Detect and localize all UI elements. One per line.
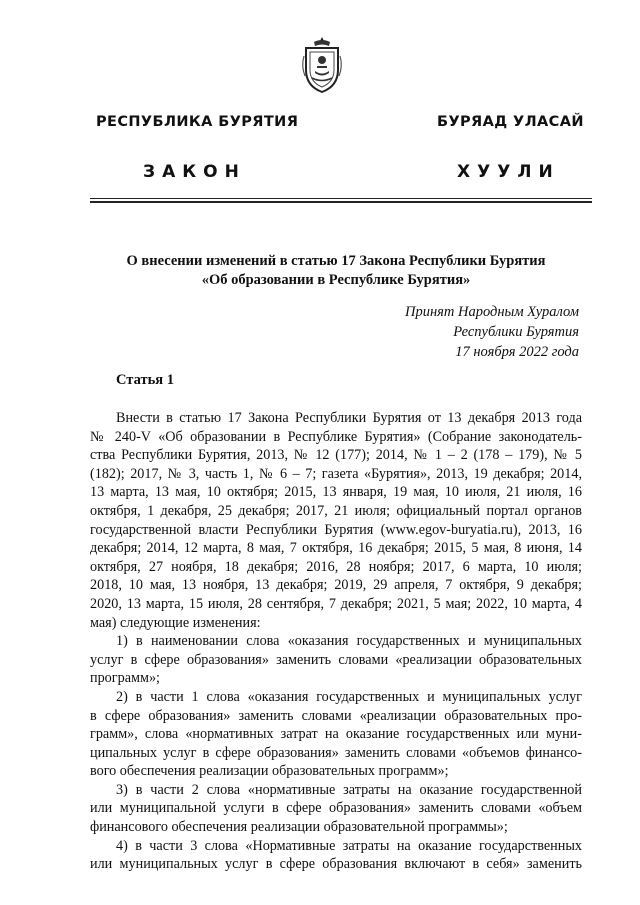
header-republic-title-ru: РЕСПУБЛИКА БУРЯТИЯ (96, 114, 299, 130)
law-title-line-1: О внесении изменений в статью 17 Закона Республики Бурятия (126, 253, 546, 269)
article-body-line: или муниципальных услуг в сфере образования включают в себя» заменить (90, 856, 582, 873)
law-title-line-2: «Об образовании в Республике Бурятия» (201, 272, 471, 288)
article-body-line: 4) в части 3 слова «Нормативные затраты на оказание государственных (116, 837, 582, 854)
article-body-line: мая) следующие изменения: (90, 614, 261, 631)
article-body-line: ства Республики Бурятия, 2013, № 12 (177); 2014, № 1 – 2 (178 – 179), № 5 (90, 447, 582, 464)
adoption-note (405, 302, 579, 362)
article-body-line: Внести в статью 17 Закона Республики Бурятия от 13 декабря 2013 года (116, 410, 582, 426)
article-body-line: в сфере образования» заменить словами «реализации образовательных про- (90, 707, 582, 724)
header-divider-thin (90, 198, 592, 199)
article-body-line: 1) в наименовании слова «оказания государственных и муниципальных (116, 633, 582, 650)
article-body-line: или муниципальной услуги в сфере образования» заменить словами «объем (90, 800, 582, 817)
header-republic-title-bua: БУРЯАД УЛАСАЙ (437, 114, 584, 130)
header-law-bua: ХУУЛИ (457, 162, 560, 182)
article-body-line: № 240-V «Об образовании в Республике Бурятия» (Собрание законодатель- (90, 428, 582, 445)
article-body-line: финансового обеспечения реализации образовательной программы»; (90, 819, 508, 836)
header-law-ru: ЗАКОН (143, 162, 246, 182)
article-body-line: декабря; 2014, 12 марта, 8 мая, 7 октября, 16 декабря; 2015, 5 мая, 8 июня, 14 (90, 540, 582, 557)
article-body-line: государственной власти Республики Бурятия (www.egov-buryatia.ru), 2013, 16 (90, 521, 582, 538)
article-body-line: вого обеспечения реализации образовательных программ»; (90, 763, 449, 780)
article-body-line: 2) в части 1 слова «оказания государственных и муниципальных услуг (116, 688, 582, 705)
article-body-line: программ»; (90, 670, 160, 687)
article-body-line: грамм», слова «нормативных затрат на оказание государственных или муни- (90, 726, 582, 743)
adoption-note-line-1: Принят Народным Хуралом (404, 304, 579, 320)
article-body-line: 3) в части 2 слова «нормативные затраты на оказание государственной (116, 781, 582, 798)
law-title (90, 252, 582, 290)
coat-of-arms-icon (300, 36, 344, 94)
adoption-note-line-3: 17 ноября 2022 года (455, 344, 579, 360)
article-body-line: октября, 1 декабря, 25 декабря; 2017, 21 июля; официальный портал органов (90, 502, 582, 519)
article-body-line: 2020, 13 марта, 15 июля, 28 сентября, 7 декабря; 2021, 5 мая; 2022, 10 марта, 4 (90, 595, 582, 612)
article-body-line: (182); 2017, № 3, часть 1, № 6 – 7; газета «Бурятия», 2013, 19 декабря; 2014, (90, 465, 582, 482)
article-heading: Статья 1 (116, 372, 174, 388)
article-body-line: 13 марта, 13 мая, 10 октября; 2015, 13 января, 19 мая, 10 июля, 21 июля, 16 (90, 484, 582, 501)
article-body-line: 2018, 10 мая, 13 ноября, 13 декабря; 2019, 29 апреля, 7 октября, 9 декабря; (90, 577, 582, 594)
header-divider-thick (90, 201, 592, 203)
adoption-note-line-2: Республики Бурятия (453, 324, 579, 340)
article-body (90, 409, 582, 874)
article-body-line: услуг в сфере образования» заменить словами «реализации образовательных (90, 651, 582, 668)
article-body-line: октября, 27 ноября, 18 декабря; 2016, 28 ноября; 2017, 6 марта, 10 июля; (90, 558, 582, 575)
article-body-line: ципальных услуг в сфере образования» заменить словами «объемов финансо- (90, 744, 582, 761)
